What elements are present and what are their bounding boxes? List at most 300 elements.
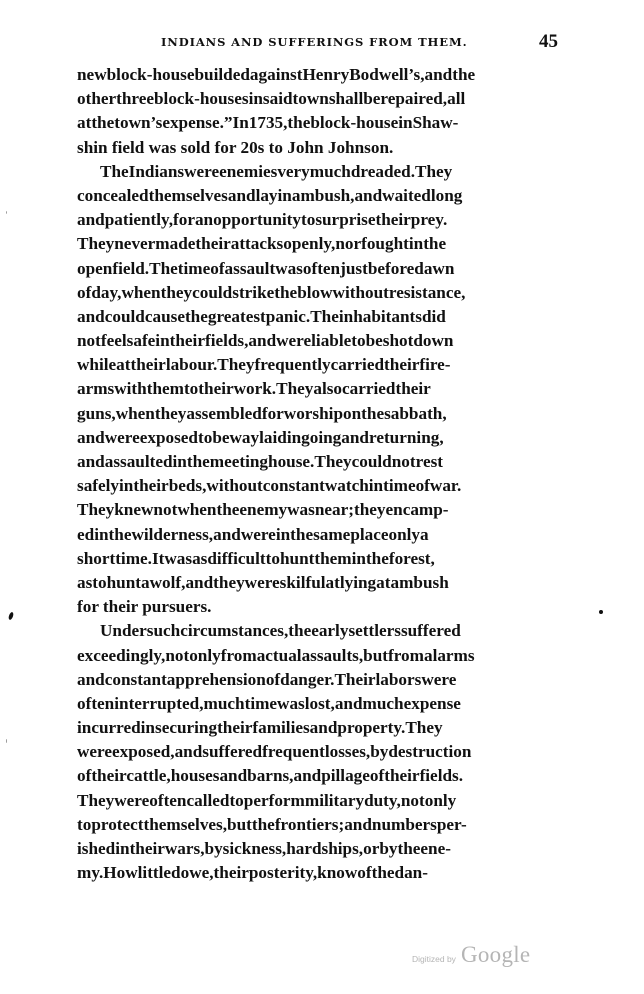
word: much <box>203 693 245 713</box>
word: shot <box>382 331 414 351</box>
text-line <box>77 547 558 571</box>
word: They <box>77 234 115 254</box>
text-line <box>77 329 558 353</box>
word: time. <box>115 548 152 568</box>
word: losses, <box>324 742 371 762</box>
word: but <box>227 814 252 834</box>
running-header <box>141 32 558 54</box>
word: such <box>146 621 181 641</box>
ink-speck-icon <box>599 610 603 614</box>
word: only <box>189 645 221 665</box>
word: incurred <box>77 718 141 738</box>
word: Bodwell’s, <box>349 65 425 84</box>
text-line <box>77 619 558 643</box>
word: we, <box>189 863 214 883</box>
word: lost, <box>304 693 335 713</box>
word: in <box>140 718 155 738</box>
word: as <box>77 572 93 592</box>
word: time <box>383 476 416 496</box>
word: same <box>313 524 351 544</box>
word: duty, <box>364 790 401 810</box>
word: could <box>192 282 233 302</box>
word: Henry <box>302 65 350 84</box>
word: cause <box>144 306 185 326</box>
word: often <box>302 258 341 278</box>
word: not <box>153 500 178 520</box>
word: very <box>277 161 310 181</box>
word: were <box>276 331 312 351</box>
word: panic. <box>265 306 311 326</box>
word: when <box>115 403 155 423</box>
word: Their <box>334 669 376 689</box>
word: time <box>177 258 211 278</box>
word: and <box>309 718 338 738</box>
word: the <box>397 839 421 858</box>
word: wars, <box>164 839 205 858</box>
text-line <box>77 716 558 740</box>
word: they <box>354 500 386 520</box>
word: often <box>77 693 115 713</box>
word: ; <box>338 814 345 834</box>
word: were <box>77 742 112 762</box>
word: shall <box>328 89 364 109</box>
word: frequent <box>262 742 325 762</box>
word: they <box>160 282 193 302</box>
text-line <box>77 474 558 498</box>
word: early <box>311 621 349 641</box>
running-title: INDIANS AND SUFFERINGS FROM THEM. <box>161 35 468 49</box>
word: ished <box>77 839 116 858</box>
word: opportunity <box>213 210 301 230</box>
word: near <box>314 500 349 520</box>
word: in <box>155 331 170 351</box>
word: the <box>186 452 210 471</box>
word: could <box>104 306 145 326</box>
word: surprise <box>315 210 376 230</box>
text-line <box>77 160 558 184</box>
word: and <box>354 185 383 205</box>
word: They <box>314 452 352 471</box>
ink-speck-icon <box>8 612 14 621</box>
word: builded <box>194 65 250 84</box>
word: sabbath, <box>384 403 447 423</box>
text-line <box>77 644 558 668</box>
word: beds, <box>168 476 207 496</box>
word: constant <box>104 669 167 689</box>
word: with <box>114 379 147 399</box>
word: carried <box>330 355 385 375</box>
word: to <box>197 427 213 447</box>
word: their <box>130 355 166 375</box>
text-line <box>77 377 558 401</box>
word: for <box>173 210 195 230</box>
word: much <box>362 693 404 713</box>
word: and <box>293 766 322 786</box>
word: were <box>184 161 220 181</box>
text-line <box>77 184 558 208</box>
word: wilderness, <box>131 524 214 544</box>
text-line: shin field was sold for 20s to John Johnson. <box>77 137 394 157</box>
word: suffered <box>202 742 263 762</box>
word: of <box>415 476 430 496</box>
word: field. <box>112 258 150 278</box>
word: town’s <box>114 113 163 133</box>
word: They <box>405 718 443 738</box>
word: expense.” <box>162 113 233 133</box>
word: by <box>370 742 389 762</box>
word: in <box>286 427 302 447</box>
word: to <box>229 790 244 810</box>
word: on <box>343 403 362 423</box>
word: families <box>252 718 310 738</box>
word: their <box>91 766 127 786</box>
text-line <box>77 498 558 522</box>
word: worship <box>283 403 344 423</box>
word: their <box>375 210 411 230</box>
word: pillage <box>321 766 370 786</box>
word: at <box>325 572 340 592</box>
word: houses <box>170 766 220 786</box>
word: ambush, <box>291 185 355 205</box>
word: were <box>240 524 276 544</box>
word: were <box>114 790 150 810</box>
word: long <box>430 185 463 205</box>
word: of <box>369 766 385 786</box>
word: ene- <box>420 839 451 858</box>
word: their <box>384 766 420 786</box>
word: block-house <box>106 65 195 84</box>
word: and <box>77 210 105 230</box>
text-line <box>77 692 558 716</box>
word: expense <box>403 693 461 713</box>
word: at <box>116 355 131 375</box>
word: returning, <box>369 427 444 447</box>
word: waited <box>382 185 431 205</box>
word: dawn <box>414 258 455 278</box>
word: and <box>185 572 214 592</box>
word: alarms <box>423 645 475 665</box>
word: fought <box>361 234 409 254</box>
word: they <box>213 572 245 592</box>
word: dan- <box>394 863 428 883</box>
text-line <box>77 523 558 547</box>
word: In <box>232 113 249 133</box>
word: in <box>398 113 413 133</box>
word: to <box>265 548 280 568</box>
word: skilful <box>279 572 326 592</box>
word: from <box>388 645 424 665</box>
word: fields. <box>419 766 464 786</box>
word: The <box>100 161 129 181</box>
word: in <box>172 452 187 471</box>
word: attacks <box>230 234 284 254</box>
word: other <box>77 89 117 109</box>
word: without <box>332 282 389 302</box>
word: the <box>452 65 476 84</box>
word: themselves, <box>143 814 228 834</box>
ink-speck-icon <box>6 739 7 743</box>
word: against <box>249 65 303 84</box>
word: securing <box>155 718 218 738</box>
word: repaired, <box>380 89 448 109</box>
word: for <box>261 403 284 423</box>
text-line <box>77 450 558 474</box>
watermark-prefix: Digitized by <box>412 954 456 964</box>
word: lay <box>255 185 278 205</box>
text-line <box>77 305 558 329</box>
word: short <box>77 548 116 568</box>
word: was <box>287 500 315 520</box>
word: place <box>350 524 389 544</box>
word: the <box>287 113 311 133</box>
word: numbers <box>371 814 437 834</box>
word: hunt <box>106 572 142 592</box>
word: called <box>186 790 230 810</box>
word: before <box>367 258 415 278</box>
text-line <box>77 111 558 135</box>
word: blow <box>297 282 333 302</box>
word: and <box>344 814 372 834</box>
word: also <box>313 379 343 399</box>
word: frequently <box>254 355 331 375</box>
text-line <box>77 740 558 764</box>
text-line <box>77 402 558 426</box>
word: the <box>361 403 385 423</box>
word: often <box>149 790 187 810</box>
word: watch <box>324 476 369 496</box>
word: the <box>91 113 115 133</box>
word: their <box>213 863 249 883</box>
word: ; <box>348 500 354 520</box>
word: assault <box>224 258 276 278</box>
word: not <box>391 452 416 471</box>
word: prey. <box>410 210 448 230</box>
text-line <box>77 426 558 450</box>
word: the <box>251 814 275 834</box>
word: greatest <box>207 306 266 326</box>
word: the <box>290 524 314 544</box>
word: did <box>421 306 446 326</box>
word: in <box>408 234 424 254</box>
word: block-house <box>310 113 399 133</box>
digitized-by-watermark <box>412 942 530 974</box>
word: per- <box>436 814 467 834</box>
word: They <box>77 790 115 810</box>
word: and <box>219 766 248 786</box>
word: strike <box>232 282 275 302</box>
word: the <box>184 306 208 326</box>
word: their <box>195 234 231 254</box>
word: feel <box>100 331 127 351</box>
word: hardships, <box>286 839 364 858</box>
word: be <box>363 89 381 109</box>
word: of <box>77 282 92 302</box>
word: fields, <box>204 331 249 351</box>
word: and <box>77 427 105 447</box>
word: the <box>274 282 298 302</box>
word: but <box>363 645 389 665</box>
word: my. <box>77 863 104 883</box>
word: and <box>227 185 256 205</box>
word: house. <box>268 452 315 471</box>
text-line <box>77 813 558 837</box>
word: and <box>424 65 453 84</box>
word: of <box>357 863 372 883</box>
word: rest <box>415 452 443 471</box>
word: the <box>423 234 447 254</box>
word: their <box>133 476 169 496</box>
word: forest, <box>388 548 435 568</box>
word: in <box>94 524 109 544</box>
text-line <box>77 571 558 595</box>
word: enemy <box>239 500 288 520</box>
word: hunt <box>279 548 315 568</box>
word: cattle, <box>126 766 171 786</box>
word: They <box>217 355 255 375</box>
text-line <box>77 208 558 232</box>
word: when <box>121 282 161 302</box>
word: work. <box>233 379 277 399</box>
word: just <box>340 258 368 278</box>
word: and <box>174 742 203 762</box>
word: an <box>194 210 214 230</box>
word: of <box>77 766 92 786</box>
word: and <box>213 524 241 544</box>
word: as <box>192 548 208 568</box>
word: day, <box>91 282 122 302</box>
word: much <box>309 161 351 181</box>
word: knew <box>114 500 154 520</box>
word: or <box>363 839 380 858</box>
word: assaulted <box>104 452 173 471</box>
word: settlers <box>348 621 401 641</box>
word: wolf, <box>149 572 186 592</box>
word: openly, <box>283 234 336 254</box>
word: in <box>277 185 292 205</box>
word: exposed, <box>112 742 175 762</box>
word: new <box>77 65 107 84</box>
word: constant <box>262 476 325 496</box>
word: actual <box>256 645 302 665</box>
word: Shaw- <box>412 113 459 133</box>
word: be <box>365 331 383 351</box>
word: the <box>108 524 132 544</box>
word: a <box>420 524 429 544</box>
word: resistance, <box>388 282 466 302</box>
word: three <box>116 89 154 109</box>
text-line <box>77 668 558 692</box>
word: only <box>388 524 421 544</box>
word: was <box>275 258 303 278</box>
word: ambush <box>390 572 449 592</box>
ink-speck-icon <box>6 211 7 214</box>
word: to <box>351 331 366 351</box>
word: them <box>314 548 352 568</box>
word: How <box>103 863 138 883</box>
word: They <box>276 379 314 399</box>
word: themselves <box>148 185 228 205</box>
word: in <box>119 476 134 496</box>
word: their <box>395 379 431 399</box>
word: meeting <box>209 452 269 471</box>
word: Indians <box>128 161 185 181</box>
word: to <box>77 814 92 834</box>
word: the <box>288 621 312 641</box>
word: protect <box>91 814 144 834</box>
word: the <box>365 548 389 568</box>
word: arms <box>77 379 115 399</box>
text-line: for their pursuers. <box>77 597 212 617</box>
word: to <box>92 572 107 592</box>
word: 1735, <box>248 113 288 133</box>
word: and <box>248 331 277 351</box>
word: them <box>146 379 184 399</box>
word: was <box>277 693 305 713</box>
word: their <box>384 355 420 375</box>
watermark-brand-logo: Google <box>460 942 531 967</box>
word: the <box>371 863 395 883</box>
word: assaults, <box>301 645 364 665</box>
word: labour. <box>165 355 218 375</box>
text-line <box>77 281 558 305</box>
text-line <box>77 87 558 111</box>
word: block-houses <box>154 89 249 109</box>
word: without <box>206 476 263 496</box>
word: nor <box>335 234 362 254</box>
word: in <box>368 476 384 496</box>
word: danger. <box>280 669 335 689</box>
word: know <box>317 863 358 883</box>
word: frontiers <box>274 814 339 834</box>
word: when <box>177 500 217 520</box>
word: do <box>171 863 190 883</box>
text-line <box>77 353 558 377</box>
word: their <box>129 839 165 858</box>
word: military <box>304 790 365 810</box>
word: going <box>301 427 342 447</box>
word: It <box>151 548 165 568</box>
word: not <box>77 331 101 351</box>
word: Under <box>100 621 147 641</box>
text-line <box>77 232 558 256</box>
word: a <box>141 572 150 592</box>
word: in <box>351 548 366 568</box>
word: not <box>400 790 425 810</box>
word: while <box>77 355 117 375</box>
word: safe <box>126 331 156 351</box>
word: destruction <box>388 742 472 762</box>
word: dreaded. <box>350 161 416 181</box>
word: they <box>154 403 187 423</box>
word: at <box>376 572 391 592</box>
word: laid <box>259 427 287 447</box>
word: carried <box>342 379 396 399</box>
word: only <box>424 790 457 810</box>
word: from <box>220 645 257 665</box>
word: not <box>165 645 190 665</box>
word: and <box>77 669 105 689</box>
text-line <box>77 63 558 87</box>
word: exceedingly, <box>77 645 166 665</box>
word: patiently, <box>104 210 173 230</box>
word: barns, <box>247 766 294 786</box>
word: The <box>310 306 339 326</box>
word: interrupted, <box>114 693 204 713</box>
word: enemies <box>219 161 278 181</box>
word: labors <box>375 669 422 689</box>
word: encamp- <box>385 500 449 520</box>
word: little <box>137 863 172 883</box>
